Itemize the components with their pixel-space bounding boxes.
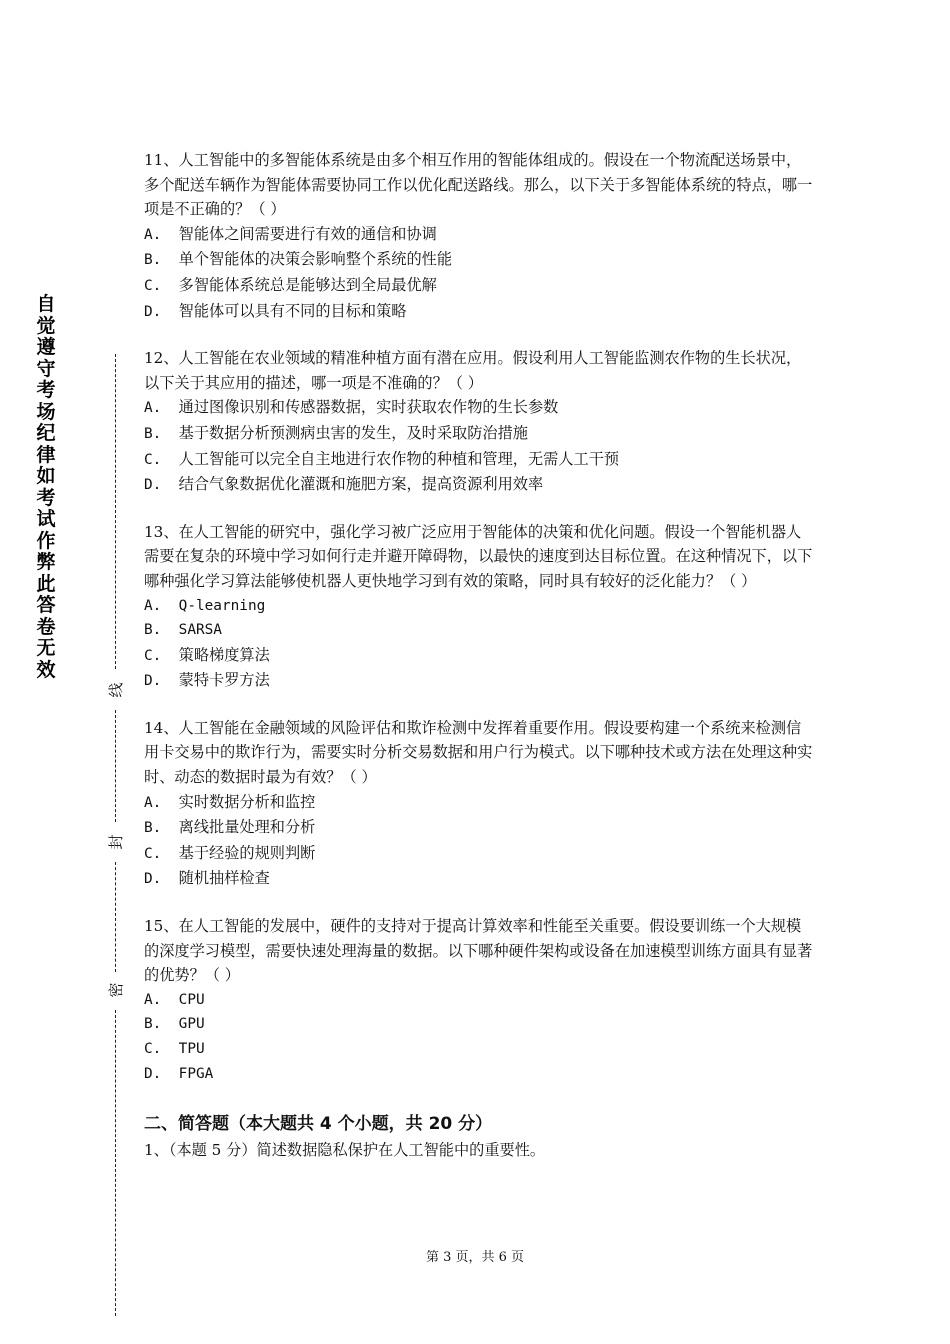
question-stem: 14、人工智能在金融领域的风险评估和欺诈检测中发挥着重要作用。假设要构建一个系统来检测信用卡交易中的欺诈行为，需要实时分析交易数据和用户行为模式。以下哪种技术或方法在处理这种实时、动态的数据时最为有效？（ ） xyxy=(144,718,813,787)
option-a: A. 实时数据分析和监控 xyxy=(144,792,316,811)
question-stem: 12、人工智能在农业领域的精准种植方面有潜在应用。假设利用人工智能监测农作物的生长状况，以下关于其应用的描述，哪一项是不准确的？（ ） xyxy=(144,349,802,392)
binding-dashed-line-top xyxy=(115,354,116,669)
option-a: A. 智能体之间需要进行有效的通信和协调 xyxy=(144,224,437,243)
option-a: A. Q-learning xyxy=(144,597,266,614)
seal-label-line: 线 xyxy=(106,680,126,700)
option-c: C. 多智能体系统总是能够达到全局最优解 xyxy=(144,275,437,294)
question-12 xyxy=(144,346,814,498)
binding-dashed-line-bottom xyxy=(115,1010,116,1316)
seal-label-seal: 封 xyxy=(106,832,126,852)
option-c: C. 基于经验的规则判断 xyxy=(144,843,316,862)
option-b: B. GPU xyxy=(144,1016,205,1033)
binding-dashed-line-lower xyxy=(115,862,116,972)
question-stem: 11、人工智能中的多智能体系统是由多个相互作用的智能体组成的。假设在一个物流配送场景中，多个配送车辆作为智能体需要协同工作以优化配送路线。那么，以下关于多智能体系统的特点，哪一项是不正确的？（ ） xyxy=(144,151,813,219)
option-d: D. 随机抽样检查 xyxy=(144,869,270,888)
question-14 xyxy=(144,716,814,892)
option-c: C. 人工智能可以完全自主地进行农作物的种植和管理，无需人工干预 xyxy=(144,449,620,468)
option-b: B. 离线批量处理和分析 xyxy=(144,818,316,837)
short-answer-question-1: 1、（本题 5 分）简述数据隐私保护在人工智能中的重要性。 xyxy=(144,1141,546,1160)
option-c: C. 策略梯度算法 xyxy=(144,645,270,664)
question-stem: 15、在人工智能的发展中，硬件的支持对于提高计算效率和性能至关重要。假设要训练一个大规模的深度学习模型，需要快速处理海量的数据。以下哪种硬件架构或设备在加速模型训练方面具有显著的优势？（ ） xyxy=(144,917,813,985)
binding-dashed-line-middle xyxy=(115,710,116,822)
exam-content xyxy=(144,148,814,1162)
option-d: D. 智能体可以具有不同的目标和策略 xyxy=(144,301,407,320)
option-d: D. 结合气象数据优化灌溉和施肥方案，提高资源利用效率 xyxy=(144,475,544,494)
option-b: B. 单个智能体的决策会影响整个系统的性能 xyxy=(144,250,453,269)
option-b: B. SARSA xyxy=(144,622,222,639)
option-a: A. CPU xyxy=(144,991,205,1008)
option-d: D. FPGA xyxy=(144,1065,214,1082)
option-a: A. 通过图像识别和传感器数据，实时获取农作物的生长参数 xyxy=(144,398,559,417)
page-number: 第 3 页，共 6 页 xyxy=(425,1250,525,1265)
exam-discipline-notice: 自觉遵守考场纪律如考试作弊此答卷无效 xyxy=(36,293,56,681)
question-stem: 13、在人工智能的研究中，强化学习被广泛应用于智能体的决策和优化问题。假设一个智能机器人需要在复杂的环境中学习如何行走并避开障碍物，以最快的速度到达目标位置。在这种情况下，以下哪种强化学习算法能够使机器人更快地学习到有效的策略，同时具有较好的泛化能力？（ ） xyxy=(144,522,813,590)
question-11 xyxy=(144,148,814,324)
option-d: D. 蒙特卡罗方法 xyxy=(144,671,270,690)
section-title: 二、简答题（本大题共 4 个小题，共 20 分） xyxy=(144,1114,493,1135)
question-13 xyxy=(144,520,814,694)
seal-label-secret: 密 xyxy=(106,980,126,1000)
option-b: B. 基于数据分析预测病虫害的发生，及时采取防治措施 xyxy=(144,423,528,442)
option-c: C. TPU xyxy=(144,1041,205,1057)
question-15 xyxy=(144,914,814,1086)
